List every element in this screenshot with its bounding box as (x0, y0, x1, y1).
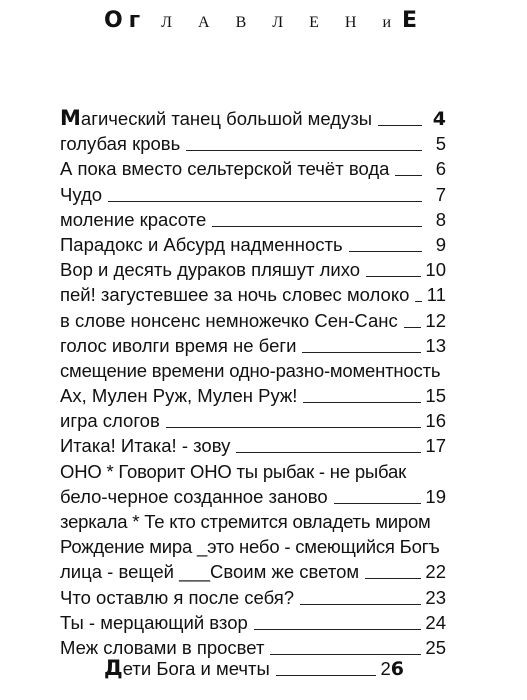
toc-page-number: 22 (425, 561, 446, 583)
table-of-contents (60, 106, 446, 660)
toc-entry (60, 131, 446, 156)
toc-page-number: 6 (435, 158, 446, 180)
toc-entry-title: Что оставлю я после себя? (60, 586, 295, 608)
toc-entry (60, 308, 446, 333)
drop-letter: Д (104, 656, 123, 680)
toc-entry (60, 509, 446, 534)
toc-entry (60, 257, 446, 282)
toc-entry-title: Вор и десять дураков пляшут лихо (60, 259, 361, 281)
toc-entry-title: Меж словами в просвет (60, 636, 265, 658)
toc-page-number: 19 (425, 485, 446, 507)
toc-leader (415, 301, 422, 302)
title-second-letter: г (128, 8, 147, 33)
toc-entry (60, 383, 446, 408)
toc-leader (270, 654, 421, 655)
toc-entry (60, 358, 446, 383)
toc-entry-title: Чудо (60, 183, 103, 205)
title-last-letter: Е (402, 8, 424, 33)
toc-leader (236, 452, 421, 453)
toc-page-number: 5 (435, 133, 446, 155)
toc-page-number: 15 (425, 385, 446, 407)
drop-letter: М (60, 106, 81, 130)
toc-page-number: 12 (425, 309, 446, 331)
toc-entry (60, 408, 446, 433)
toc-leader (349, 251, 422, 252)
toc-leader (300, 604, 421, 605)
toc-entry-title: А пока вместо сельтерской течёт вода (60, 158, 390, 180)
toc-entry (60, 585, 446, 610)
toc-leader (186, 150, 422, 151)
toc-leader (108, 201, 422, 202)
toc-page-number: 24 (425, 611, 446, 633)
toc-entry (60, 232, 446, 257)
toc-entry-title (104, 656, 270, 681)
toc-page-number: 9 (435, 233, 446, 255)
toc-entry-title: лица - вещей ___Своим же светом (60, 561, 360, 583)
toc-entry-title: Итака! Итака! - зову (60, 435, 231, 457)
toc-leader (166, 427, 422, 428)
toc-leader (334, 503, 422, 504)
toc-leader (302, 352, 421, 353)
toc-entry (60, 459, 446, 484)
toc-entry-title: пей! загустевшее за ночь словес молоко (60, 284, 410, 306)
title-letter-i: и (382, 14, 402, 31)
toc-entry-title: голос иволги время не беги (60, 334, 297, 356)
toc-leader (276, 675, 377, 676)
toc-entry-title: ОНО * Говорит ОНО ты рыбак - не рыбак (60, 460, 406, 482)
toc-entry-title: Ты - мерцающий взор (60, 611, 248, 633)
toc-entry (60, 106, 446, 131)
toc-entry-title: бело-черное созданное заново (60, 485, 328, 507)
toc-entry-text: ети Бога и мечты (122, 658, 270, 679)
toc-leader (404, 327, 422, 328)
toc-entry-title: Парадокс и Абсурд надменность (60, 233, 343, 255)
title-middle: Л А В Л Е Н (161, 14, 368, 31)
toc-entry-title: смещение времени одно-разно-моментность (60, 359, 441, 381)
toc-leader (395, 175, 422, 176)
toc-entry (60, 207, 446, 232)
toc-entry-title: Рождение мира _это небо - смеющийся Богъ (60, 536, 440, 558)
final-entry (104, 656, 404, 681)
toc-page-number: 11 (426, 284, 446, 306)
page-digit: 2 (380, 658, 391, 679)
toc-entry-title (60, 106, 372, 131)
toc-entry-title: игра слогов (60, 410, 160, 432)
toc-page-number (380, 656, 404, 682)
toc-page-number: 13 (425, 334, 446, 356)
toc-entry-title: Ах, Мулен Руж, Мулен Руж! (60, 385, 298, 407)
page-title (0, 8, 527, 33)
toc-entry (60, 182, 446, 207)
toc-page-number: 17 (425, 435, 446, 457)
toc-page-number: 8 (435, 208, 446, 230)
toc-entry (104, 656, 404, 681)
toc-entry-text: агический танец большой медузы (80, 108, 373, 129)
toc-entry (60, 559, 446, 584)
toc-leader (303, 402, 421, 403)
toc-entry (60, 156, 446, 181)
toc-entry (60, 282, 446, 307)
toc-leader (212, 226, 422, 227)
toc-leader (378, 125, 422, 126)
toc-entry (60, 484, 446, 509)
toc-entry-title: моление красоте (60, 208, 207, 230)
toc-entry-title: голубая кровь (60, 133, 181, 155)
toc-entry (60, 610, 446, 635)
toc-entry-title: в слове нонсенс немножечко Сен-Санс (60, 309, 398, 331)
page-digit-bold: 6 (390, 658, 404, 680)
toc-entry (60, 433, 446, 458)
toc-leader (366, 276, 421, 277)
toc-page-number: 4 (432, 108, 446, 130)
toc-page-number: 23 (425, 586, 446, 608)
toc-entry (60, 333, 446, 358)
toc-page-number: 7 (435, 183, 446, 205)
toc-leader (254, 629, 422, 630)
toc-page-number: 10 (425, 259, 446, 281)
title-first-letter: О (103, 8, 129, 33)
toc-entry (60, 534, 446, 559)
toc-entry-title: зеркала * Те кто стремится овладеть миром (60, 511, 431, 532)
toc-leader (365, 578, 421, 579)
toc-page-number: 16 (425, 410, 446, 432)
toc-page-number: 25 (425, 636, 446, 658)
